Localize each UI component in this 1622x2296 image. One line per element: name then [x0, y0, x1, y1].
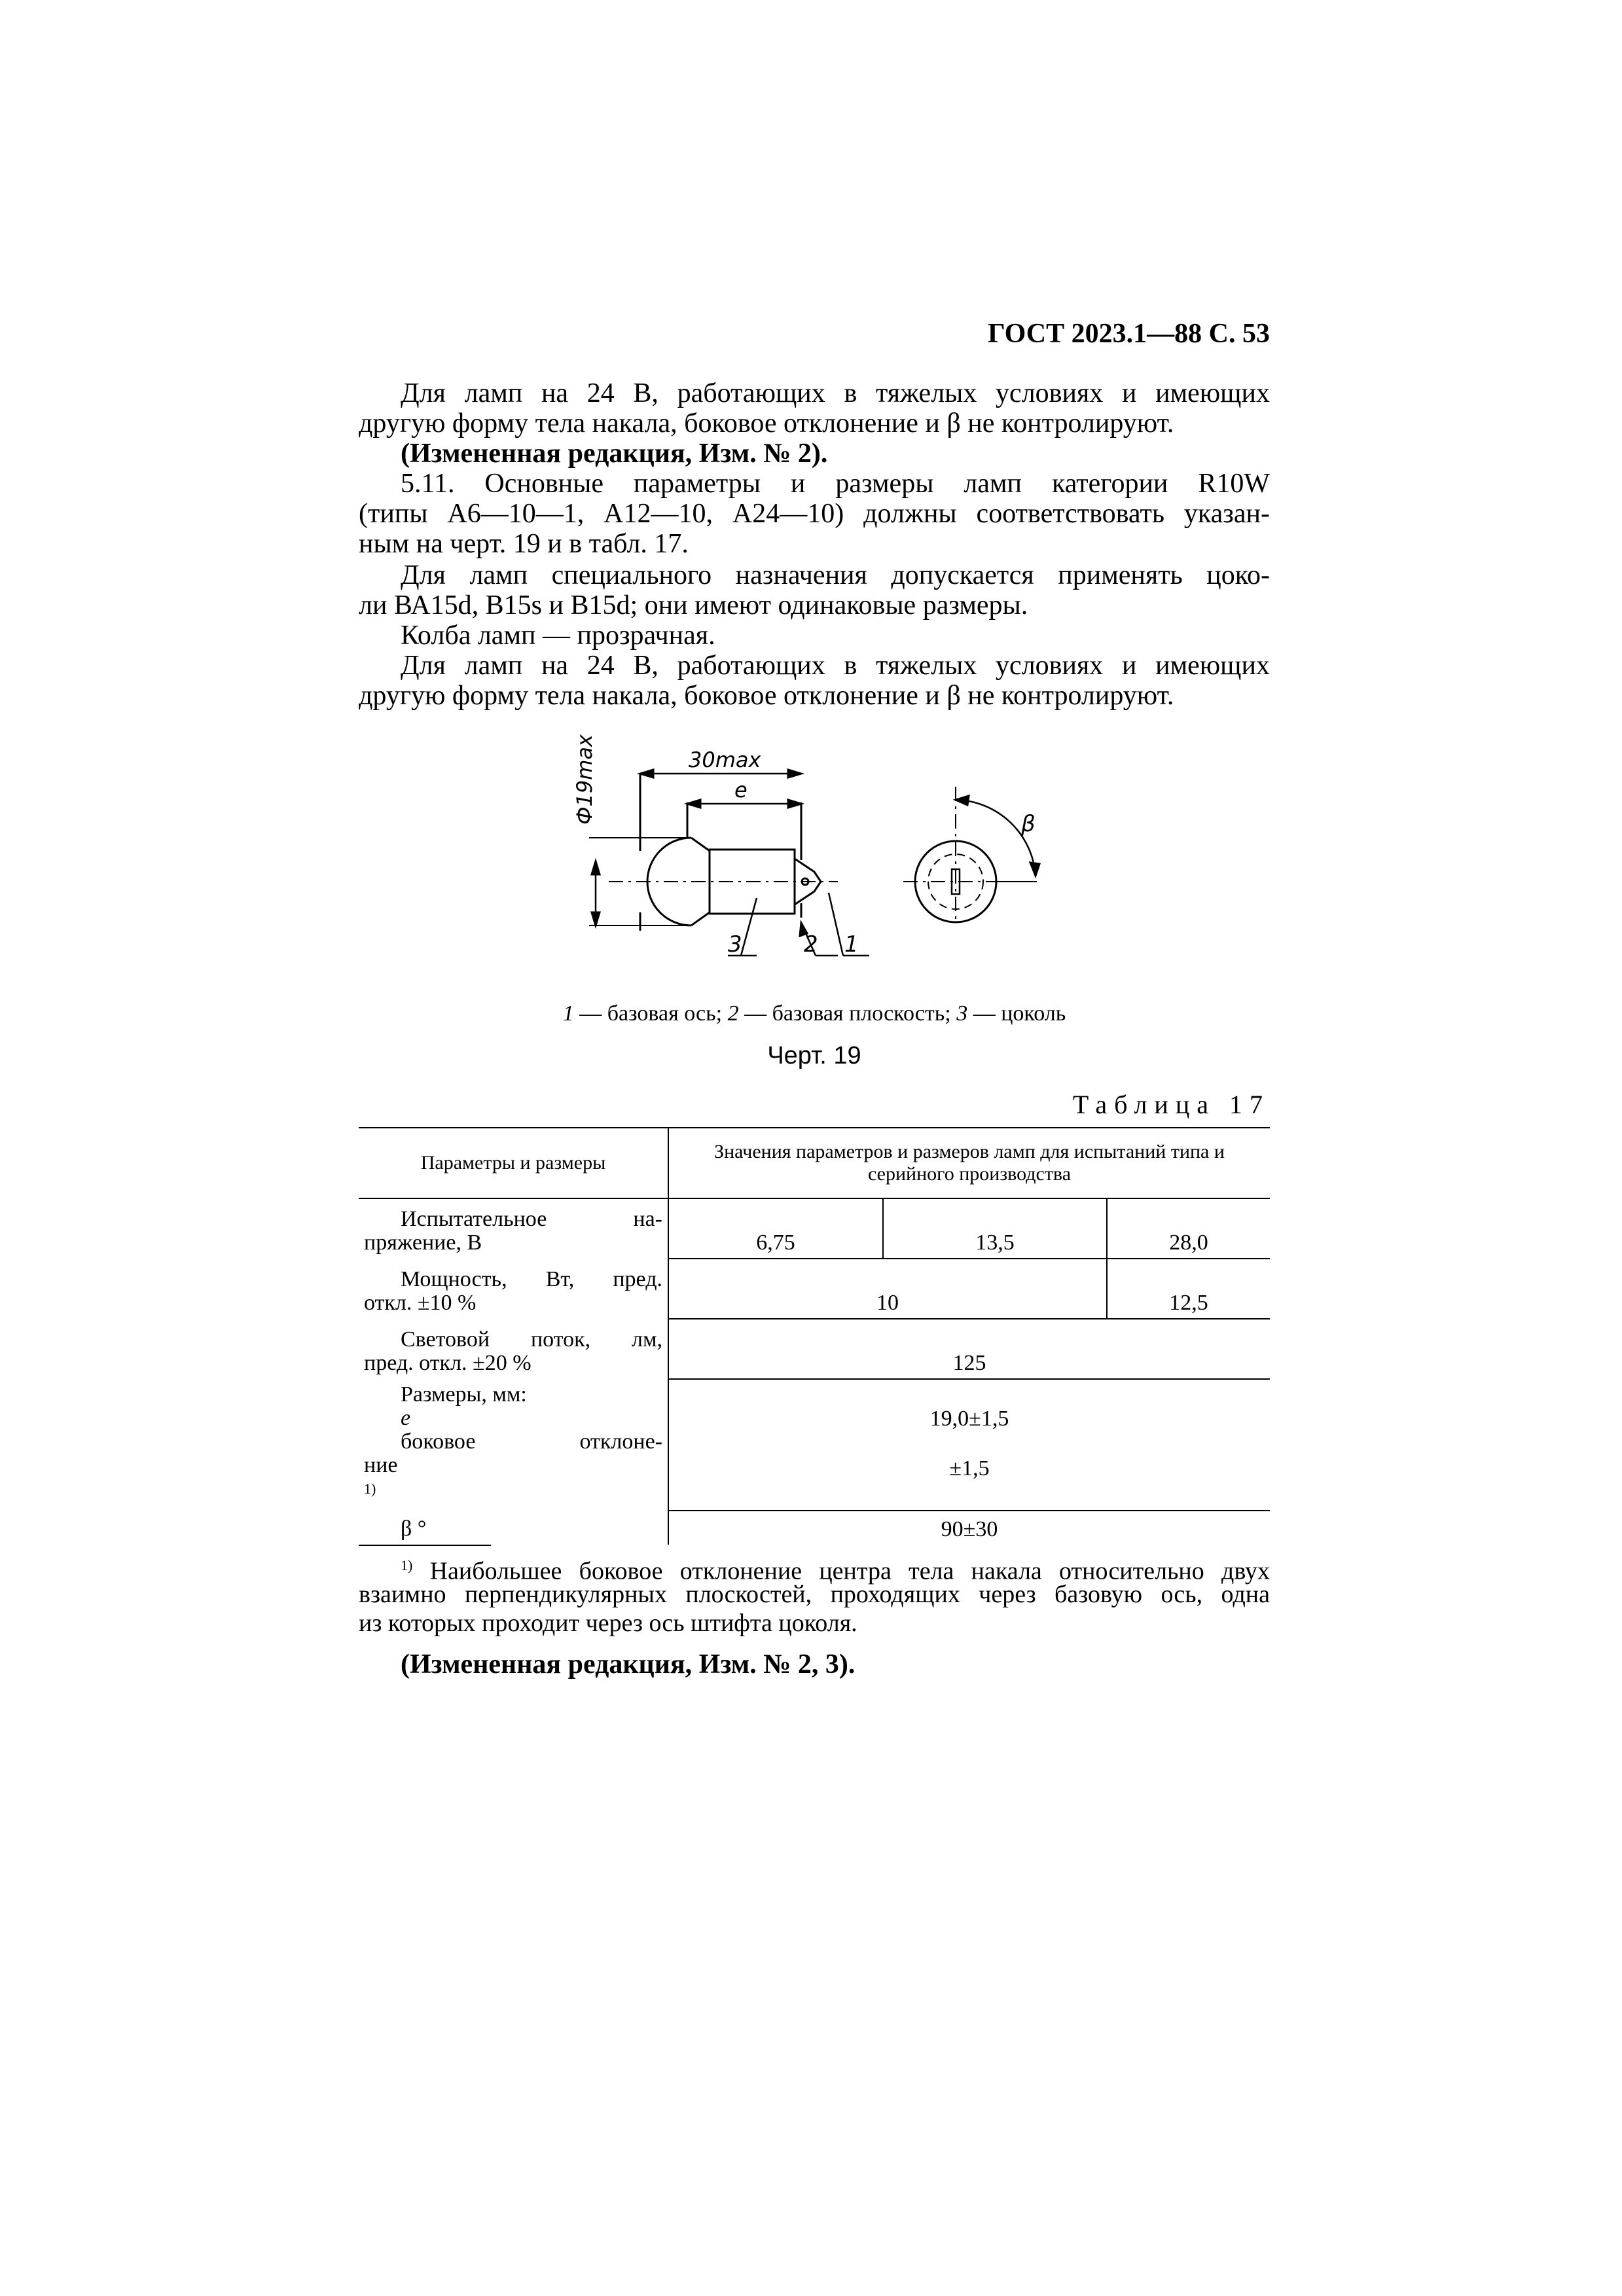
row-label-line: откл. ±10 %: [364, 1291, 477, 1315]
cell-power-3: 12,5: [1107, 1259, 1270, 1319]
row-label-line: Испытательное на-: [401, 1207, 662, 1231]
text-line: ным на черт. 19 и в табл. 17.: [359, 529, 689, 559]
text-line: другую форму тела накала, боковое отклонение и β не контролируют.: [359, 408, 1174, 439]
footnote-line: из которых проходит через ось штифта цоколя.: [359, 1609, 857, 1637]
leader-label-2: 2: [804, 931, 818, 958]
text-line: Для ламп специального назначения допускается применять цоко-: [401, 560, 1270, 590]
table-label: Таблица 17: [1072, 1090, 1270, 1119]
dim-length-label: 30max: [689, 747, 761, 772]
cell-flux: 125: [668, 1319, 1270, 1379]
table-row-voltage: [359, 1198, 1270, 1259]
leader-label-3: 3: [728, 931, 742, 958]
lamp-drawing: [563, 726, 1139, 988]
table-row-flux: [359, 1319, 1270, 1379]
footnote-line: [359, 1551, 1270, 1585]
caption-text-3: — цоколь: [967, 1001, 1066, 1026]
paragraph-5-11: [359, 469, 1270, 559]
caption-num-2: 2: [727, 1001, 739, 1026]
text-line: Для ламп на 24 В, работающих в тяжелых условиях и имеющих: [401, 651, 1270, 681]
paragraph-bulb-clear: Колба ламп — прозрачная.: [401, 620, 715, 651]
row-label-line: боковое отклоне-: [401, 1429, 662, 1454]
cell-dims: [668, 1379, 1270, 1511]
amendment-note-2: (Измененная редакция, Изм. № 2, 3).: [401, 1649, 856, 1679]
cell-voltage-3: 28,0: [1107, 1198, 1270, 1259]
table-header-row: [359, 1128, 1270, 1198]
paragraph-special-bases: [359, 560, 1270, 620]
footnote-mark: 1): [401, 1557, 413, 1573]
row-label-line: Световой поток, лм,: [401, 1327, 662, 1352]
cell-dims-e: 19,0±1,5: [929, 1406, 1009, 1431]
footnote-text: Наибольшее боковое отклонение центра тела накала относительно двух: [412, 1557, 1270, 1585]
paragraph-24v-1: [359, 378, 1270, 439]
row-label-line: [364, 1454, 662, 1507]
cell-power-1-2: 10: [668, 1259, 1107, 1319]
footnote-line: взаимно перпендикулярных плоскостей, проходящих через базовую ось, одна: [359, 1581, 1270, 1608]
text-line: Для ламп на 24 В, работающих в тяжелых условиях и имеющих: [401, 378, 1270, 408]
row-label-line: Мощность, Вт, пред.: [401, 1267, 662, 1291]
row-label-power: [359, 1259, 668, 1319]
row-label-beta: β °: [401, 1516, 427, 1541]
caption-num-3: 3: [956, 1001, 968, 1026]
paragraph-24v-2: [359, 651, 1270, 711]
text-line: другую форму тела накала, боковое отклонение и β не контролируют.: [359, 681, 1174, 711]
figure-caption: [359, 1001, 1270, 1026]
row-label-line: e: [401, 1406, 411, 1430]
cell-dims-dev: ±1,5: [949, 1456, 990, 1480]
caption-num-1: 1: [562, 1001, 574, 1026]
table-17: [359, 1127, 1270, 1545]
text-line: 5.11. Основные параметры и размеры ламп категории R10W: [401, 469, 1270, 499]
header-param: Параметры и размеры: [359, 1128, 668, 1198]
footnote: [359, 1551, 1270, 1638]
text-line: (типы А6—10—1, А12—10, А24—10) должны соответствовать указан-: [359, 499, 1270, 529]
leader-label-1: 1: [844, 931, 859, 958]
row-label-line: пред. откл. ±20 %: [364, 1351, 532, 1375]
text-line: ли ВА15d, В15s и В15d; они имеют одинаковые размеры.: [359, 590, 1028, 620]
caption-text-1: — базовая ось;: [573, 1001, 728, 1026]
row-label-dims: [359, 1379, 668, 1511]
angle-beta-label: β: [1021, 811, 1036, 837]
header-values: Значения параметров и размеров ламп для испытаний типа и серийного производства: [668, 1128, 1270, 1198]
table-row-power: [359, 1259, 1270, 1319]
dim-diameter-label: Ф19max: [572, 734, 597, 825]
table-row-beta: [359, 1511, 1270, 1545]
row-label-text: ние: [364, 1453, 398, 1477]
caption-text-2: — базовая плоскость;: [738, 1001, 957, 1026]
amendment-note-1: (Измененная редакция, Изм. № 2).: [401, 439, 828, 469]
figure-title: Черт. 19: [767, 1042, 861, 1069]
page-header: ГОСТ 2023.1—88 С. 53: [987, 319, 1270, 349]
footnote-rule: [359, 1545, 491, 1546]
cell-voltage-1: 6,75: [668, 1198, 883, 1259]
cell-voltage-2: 13,5: [883, 1198, 1107, 1259]
row-label-line: пряжение, В: [364, 1230, 482, 1255]
dim-e-label: e: [734, 778, 748, 802]
row-label-voltage: [359, 1198, 668, 1259]
table-row-dims: [359, 1379, 1270, 1511]
row-label-flux: [359, 1319, 668, 1379]
row-label-line: Размеры, мм:: [401, 1382, 527, 1407]
footnote-ref: 1): [364, 1480, 376, 1497]
cell-beta: 90±30: [668, 1511, 1270, 1545]
